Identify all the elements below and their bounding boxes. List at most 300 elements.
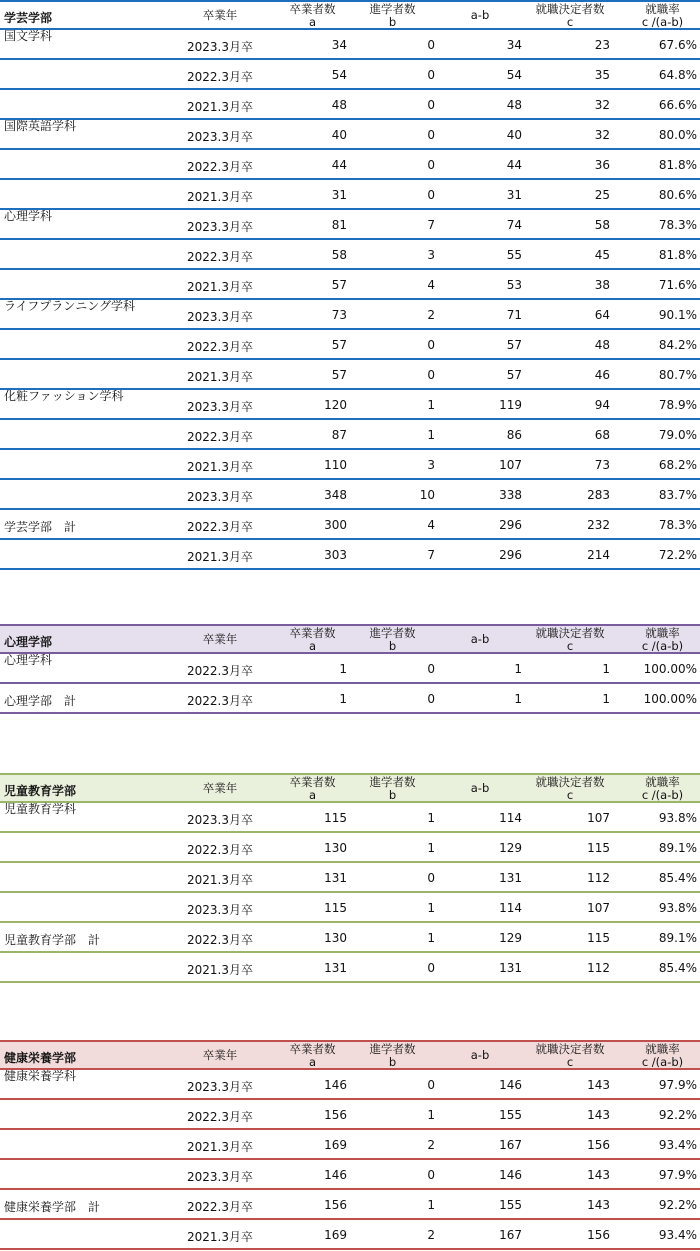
faculty-section: [0, 773, 700, 983]
table-row: [0, 60, 700, 90]
department-name: 化粧ファッション学科: [4, 389, 124, 403]
department-group: [0, 654, 700, 684]
employed-value: 283: [587, 488, 610, 502]
header-rate-line: c /(a-b): [641, 639, 684, 653]
faculty-section: [0, 0, 700, 570]
graduation-year: 2023.3月卒: [187, 130, 253, 144]
graduates-value: 131: [324, 871, 347, 885]
graduation-year: 2023.3月卒: [187, 310, 253, 324]
graduates-value: 87: [331, 428, 347, 442]
graduates-value: 1: [339, 692, 347, 706]
header-employed: [525, 3, 615, 29]
a-minus-b-value: 129: [499, 841, 522, 855]
faculty-total-label: 健康栄養学部 計: [4, 1200, 101, 1214]
department-name: 健康栄養学科: [4, 1069, 77, 1083]
table-row: [0, 1070, 700, 1100]
table-row: [0, 1160, 700, 1190]
department-group: [0, 120, 700, 210]
table-header: [0, 0, 700, 30]
department-name: ライフプランニング学科: [4, 299, 136, 313]
table-row: [0, 300, 700, 330]
a-minus-b-value: 74: [506, 218, 522, 232]
graduation-year: 2021.3月卒: [187, 370, 253, 384]
employment-rate-value: 84.2%: [658, 338, 697, 352]
further-study-value: 0: [427, 98, 435, 112]
employed-value: 232: [587, 518, 610, 532]
header-graduates-line: 卒業者数: [289, 1042, 336, 1056]
employment-rate-value: 67.6%: [658, 38, 697, 52]
faculty-total-label: 心理学部 計: [4, 694, 77, 708]
employment-rate-value: 89.1%: [658, 931, 697, 945]
table-row: [0, 863, 700, 893]
further-study-value: 4: [427, 278, 435, 292]
header-further-study-line: b: [388, 15, 397, 29]
employment-rate-value: 78.3%: [658, 218, 697, 232]
header-rate: [625, 776, 700, 802]
employed-value: 156: [587, 1138, 610, 1152]
table-row: [0, 120, 700, 150]
graduates-value: 156: [324, 1108, 347, 1122]
employed-value: 73: [594, 458, 610, 472]
employed-value: 32: [594, 98, 610, 112]
employment-rate-value: 81.8%: [658, 248, 697, 262]
graduation-year: 2022.3月卒: [187, 250, 253, 264]
further-study-value: 0: [427, 158, 435, 172]
employed-value: 36: [594, 158, 610, 172]
header-further-study: [355, 776, 430, 802]
table-row: [0, 1130, 700, 1160]
employed-value: 143: [587, 1168, 610, 1182]
faculty-total-group: [0, 684, 700, 714]
further-study-value: 0: [427, 368, 435, 382]
table-row: [0, 150, 700, 180]
a-minus-b-value: 86: [506, 428, 522, 442]
a-minus-b-value: 57: [506, 338, 522, 352]
employed-value: 46: [594, 368, 610, 382]
table-row: [0, 180, 700, 210]
header-graduates-line: a: [308, 1055, 317, 1069]
employed-value: 38: [594, 278, 610, 292]
graduation-year: 2021.3月卒: [187, 190, 253, 204]
table-row: [0, 684, 700, 714]
further-study-value: 3: [427, 458, 435, 472]
department-name: 国文学科: [4, 29, 53, 43]
a-minus-b-value: 296: [499, 548, 522, 562]
header-employed-line: c: [566, 1055, 574, 1069]
employed-value: 115: [587, 931, 610, 945]
header-rate-line: 就職率: [645, 2, 680, 16]
graduates-value: 40: [331, 128, 347, 142]
employment-rate-value: 80.0%: [658, 128, 697, 142]
employed-value: 1: [602, 692, 610, 706]
graduation-year: 2021.3月卒: [187, 280, 253, 294]
graduates-value: 120: [324, 398, 347, 412]
further-study-value: 0: [427, 1168, 435, 1182]
a-minus-b-value: 146: [499, 1078, 522, 1092]
graduation-year: 2022.3月卒: [187, 160, 253, 174]
employment-rate-value: 100.00%: [643, 662, 697, 676]
table-row: [0, 480, 700, 510]
a-minus-b-value: 129: [499, 931, 522, 945]
further-study-value: 7: [427, 548, 435, 562]
graduates-value: 115: [324, 811, 347, 825]
graduates-value: 34: [331, 38, 347, 52]
header-rate-line: c /(a-b): [641, 788, 684, 802]
a-minus-b-value: 338: [499, 488, 522, 502]
table-row: [0, 1190, 700, 1220]
a-minus-b-value: 54: [506, 68, 522, 82]
header-rate-line: c /(a-b): [641, 1055, 684, 1069]
department-group: [0, 30, 700, 120]
employed-value: 107: [587, 811, 610, 825]
header-employed: [525, 776, 615, 802]
a-minus-b-value: 119: [499, 398, 522, 412]
a-minus-b-value: 167: [499, 1138, 522, 1152]
graduation-year: 2023.3月卒: [187, 813, 253, 827]
employed-value: 107: [587, 901, 610, 915]
table-header: [0, 1040, 700, 1070]
further-study-value: 0: [427, 68, 435, 82]
employment-rate-value: 66.6%: [658, 98, 697, 112]
graduation-year: 2022.3月卒: [187, 694, 253, 708]
graduates-value: 57: [331, 338, 347, 352]
a-minus-b-value: 44: [506, 158, 522, 172]
header-graduates: [275, 3, 350, 29]
graduates-value: 303: [324, 548, 347, 562]
graduates-value: 48: [331, 98, 347, 112]
a-minus-b-value: 167: [499, 1228, 522, 1242]
faculty-name: 児童教育学部: [4, 784, 77, 798]
graduation-year: 2023.3月卒: [187, 490, 253, 504]
employed-value: 112: [587, 871, 610, 885]
employment-rate-value: 80.7%: [658, 368, 697, 382]
graduates-value: 348: [324, 488, 347, 502]
header-employed-line: c: [566, 15, 574, 29]
graduates-value: 130: [324, 841, 347, 855]
graduates-value: 57: [331, 368, 347, 382]
header-a-minus-b: a-b: [470, 8, 490, 22]
further-study-value: 1: [427, 811, 435, 825]
graduation-year: 2022.3月卒: [187, 664, 253, 678]
graduates-value: 1: [339, 662, 347, 676]
header-employed: [525, 1043, 615, 1069]
employment-rate-value: 97.9%: [658, 1168, 697, 1182]
header-further-study-line: b: [388, 1055, 397, 1069]
employed-value: 68: [594, 428, 610, 442]
graduation-year: 2022.3月卒: [187, 70, 253, 84]
header-graduates: [275, 627, 350, 653]
table-row: [0, 270, 700, 300]
table-row: [0, 893, 700, 923]
faculty-total-group: [0, 480, 700, 570]
graduation-year: 2022.3月卒: [187, 933, 253, 947]
graduation-year: 2022.3月卒: [187, 843, 253, 857]
further-study-value: 2: [427, 1138, 435, 1152]
further-study-value: 0: [427, 662, 435, 676]
graduation-year: 2022.3月卒: [187, 1200, 253, 1214]
graduation-year: 2023.3月卒: [187, 220, 253, 234]
a-minus-b-value: 71: [506, 308, 522, 322]
faculty-total-group: [0, 893, 700, 983]
graduates-value: 300: [324, 518, 347, 532]
employment-rate-value: 100.00%: [643, 692, 697, 706]
a-minus-b-value: 131: [499, 871, 522, 885]
employment-rate-value: 78.9%: [658, 398, 697, 412]
table-row: [0, 330, 700, 360]
graduation-year: 2022.3月卒: [187, 520, 253, 534]
header-further-study: [355, 1043, 430, 1069]
graduates-value: 110: [324, 458, 347, 472]
graduation-year: 2023.3月卒: [187, 903, 253, 917]
table-header: [0, 624, 700, 654]
graduation-year: 2022.3月卒: [187, 340, 253, 354]
header-year: 卒業年: [202, 8, 238, 22]
graduation-year: 2021.3月卒: [187, 100, 253, 114]
a-minus-b-value: 114: [499, 901, 522, 915]
department-group: [0, 390, 700, 480]
further-study-value: 0: [427, 38, 435, 52]
table-row: [0, 540, 700, 570]
table-row: [0, 803, 700, 833]
further-study-value: 0: [427, 961, 435, 975]
table-row: [0, 923, 700, 953]
employment-rate-value: 93.8%: [658, 811, 697, 825]
header-year: 卒業年: [202, 632, 238, 646]
table-row: [0, 450, 700, 480]
header-further-study-line: 進学者数: [369, 1042, 416, 1056]
department-name: 心理学科: [4, 653, 53, 667]
employed-value: 156: [587, 1228, 610, 1242]
graduates-value: 58: [331, 248, 347, 262]
faculty-section: [0, 1040, 700, 1250]
table-row: [0, 210, 700, 240]
employment-rate-value: 85.4%: [658, 871, 697, 885]
graduation-year: 2022.3月卒: [187, 430, 253, 444]
graduates-value: 169: [324, 1138, 347, 1152]
table-row: [0, 390, 700, 420]
a-minus-b-value: 57: [506, 368, 522, 382]
department-group: [0, 210, 700, 300]
employed-value: 45: [594, 248, 610, 262]
graduates-value: 115: [324, 901, 347, 915]
employment-rate-value: 72.2%: [658, 548, 697, 562]
employment-rate-value: 85.4%: [658, 961, 697, 975]
department-group: [0, 300, 700, 390]
employment-rate-value: 89.1%: [658, 841, 697, 855]
header-graduates-line: 卒業者数: [289, 626, 336, 640]
faculty-name: 心理学部: [4, 635, 53, 649]
header-graduates: [275, 776, 350, 802]
employment-rate-value: 83.7%: [658, 488, 697, 502]
faculty-name: 健康栄養学部: [4, 1051, 77, 1065]
employed-value: 1: [602, 662, 610, 676]
employment-rate-value: 93.4%: [658, 1228, 697, 1242]
further-study-value: 4: [427, 518, 435, 532]
graduates-value: 169: [324, 1228, 347, 1242]
employment-rate-value: 81.8%: [658, 158, 697, 172]
table-row: [0, 30, 700, 60]
department-group: [0, 1070, 700, 1160]
further-study-value: 7: [427, 218, 435, 232]
graduates-value: 81: [331, 218, 347, 232]
department-name: 児童教育学科: [4, 802, 77, 816]
a-minus-b-value: 155: [499, 1108, 522, 1122]
graduates-value: 130: [324, 931, 347, 945]
header-graduates: [275, 1043, 350, 1069]
employment-rate-value: 68.2%: [658, 458, 697, 472]
table-row: [0, 654, 700, 684]
header-graduates-line: 卒業者数: [289, 775, 336, 789]
employment-rate-value: 92.2%: [658, 1108, 697, 1122]
employed-value: 23: [594, 38, 610, 52]
header-graduates-line: 卒業者数: [289, 2, 336, 16]
table-header: [0, 773, 700, 803]
graduation-year: 2021.3月卒: [187, 550, 253, 564]
header-further-study-line: b: [388, 639, 397, 653]
department-name: 国際英語学科: [4, 119, 77, 133]
graduates-value: 131: [324, 961, 347, 975]
further-study-value: 1: [427, 841, 435, 855]
graduates-value: 146: [324, 1168, 347, 1182]
header-graduates-line: a: [308, 15, 317, 29]
header-further-study: [355, 3, 430, 29]
further-study-value: 3: [427, 248, 435, 262]
graduates-value: 44: [331, 158, 347, 172]
employed-value: 214: [587, 548, 610, 562]
header-rate: [625, 3, 700, 29]
employment-rate-value: 97.9%: [658, 1078, 697, 1092]
table-row: [0, 1220, 700, 1250]
graduation-year: 2021.3月卒: [187, 1140, 253, 1154]
a-minus-b-value: 48: [506, 98, 522, 112]
further-study-value: 1: [427, 398, 435, 412]
header-employed-line: c: [566, 639, 574, 653]
header-rate: [625, 627, 700, 653]
graduation-year: 2021.3月卒: [187, 873, 253, 887]
header-further-study-line: b: [388, 788, 397, 802]
further-study-value: 1: [427, 428, 435, 442]
further-study-value: 0: [427, 128, 435, 142]
graduation-year: 2021.3月卒: [187, 1230, 253, 1244]
header-graduates-line: a: [308, 639, 317, 653]
a-minus-b-value: 1: [514, 692, 522, 706]
graduates-value: 146: [324, 1078, 347, 1092]
header-further-study-line: 進学者数: [369, 2, 416, 16]
graduation-year: 2022.3月卒: [187, 1110, 253, 1124]
header-employed-line: 就職決定者数: [535, 2, 605, 16]
graduation-year: 2023.3月卒: [187, 400, 253, 414]
department-group: [0, 803, 700, 893]
table-row: [0, 360, 700, 390]
a-minus-b-value: 40: [506, 128, 522, 142]
a-minus-b-value: 155: [499, 1198, 522, 1212]
header-year: 卒業年: [202, 1048, 238, 1062]
table-row: [0, 420, 700, 450]
employment-rate-value: 79.0%: [658, 428, 697, 442]
a-minus-b-value: 31: [506, 188, 522, 202]
header-year: 卒業年: [202, 781, 238, 795]
a-minus-b-value: 131: [499, 961, 522, 975]
a-minus-b-value: 114: [499, 811, 522, 825]
a-minus-b-value: 146: [499, 1168, 522, 1182]
department-name: 心理学科: [4, 209, 53, 223]
employed-value: 94: [594, 398, 610, 412]
header-employed-line: 就職決定者数: [535, 775, 605, 789]
faculty-total-label: 学芸学部 計: [4, 520, 77, 534]
a-minus-b-value: 34: [506, 38, 522, 52]
a-minus-b-value: 296: [499, 518, 522, 532]
further-study-value: 1: [427, 1198, 435, 1212]
graduates-value: 31: [331, 188, 347, 202]
graduation-year: 2021.3月卒: [187, 460, 253, 474]
faculty-section: [0, 624, 700, 714]
table-row: [0, 1100, 700, 1130]
table-row: [0, 510, 700, 540]
employed-value: 58: [594, 218, 610, 232]
header-rate-line: 就職率: [645, 1042, 680, 1056]
header-employed: [525, 627, 615, 653]
further-study-value: 0: [427, 188, 435, 202]
employed-value: 64: [594, 308, 610, 322]
further-study-value: 0: [427, 338, 435, 352]
table-row: [0, 240, 700, 270]
employed-value: 112: [587, 961, 610, 975]
header-further-study-line: 進学者数: [369, 775, 416, 789]
graduates-value: 54: [331, 68, 347, 82]
employment-rate-value: 71.6%: [658, 278, 697, 292]
employed-value: 32: [594, 128, 610, 142]
header-employed-line: 就職決定者数: [535, 1042, 605, 1056]
graduates-value: 73: [331, 308, 347, 322]
faculty-total-group: [0, 1160, 700, 1250]
graduation-year: 2021.3月卒: [187, 963, 253, 977]
further-study-value: 1: [427, 931, 435, 945]
further-study-value: 1: [427, 1108, 435, 1122]
further-study-value: 0: [427, 692, 435, 706]
employed-value: 143: [587, 1078, 610, 1092]
further-study-value: 0: [427, 1078, 435, 1092]
header-rate-line: c /(a-b): [641, 15, 684, 29]
header-rate-line: 就職率: [645, 626, 680, 640]
graduation-year: 2023.3月卒: [187, 1080, 253, 1094]
a-minus-b-value: 107: [499, 458, 522, 472]
header-further-study: [355, 627, 430, 653]
graduates-value: 57: [331, 278, 347, 292]
employment-rate-value: 93.4%: [658, 1138, 697, 1152]
graduates-value: 156: [324, 1198, 347, 1212]
a-minus-b-value: 55: [506, 248, 522, 262]
employed-value: 48: [594, 338, 610, 352]
employment-rate-value: 92.2%: [658, 1198, 697, 1212]
header-a-minus-b: a-b: [470, 1048, 490, 1062]
header-a-minus-b: a-b: [470, 781, 490, 795]
further-study-value: 10: [419, 488, 435, 502]
header-a-minus-b: a-b: [470, 632, 490, 646]
table-row: [0, 833, 700, 863]
employment-rate-value: 80.6%: [658, 188, 697, 202]
further-study-value: 2: [427, 308, 435, 322]
graduation-year: 2023.3月卒: [187, 40, 253, 54]
table-row: [0, 90, 700, 120]
employed-value: 35: [594, 68, 610, 82]
employed-value: 25: [594, 188, 610, 202]
employment-rate-value: 93.8%: [658, 901, 697, 915]
header-further-study-line: 進学者数: [369, 626, 416, 640]
employed-value: 143: [587, 1108, 610, 1122]
employment-rate-value: 90.1%: [658, 308, 697, 322]
further-study-value: 1: [427, 901, 435, 915]
further-study-value: 2: [427, 1228, 435, 1242]
